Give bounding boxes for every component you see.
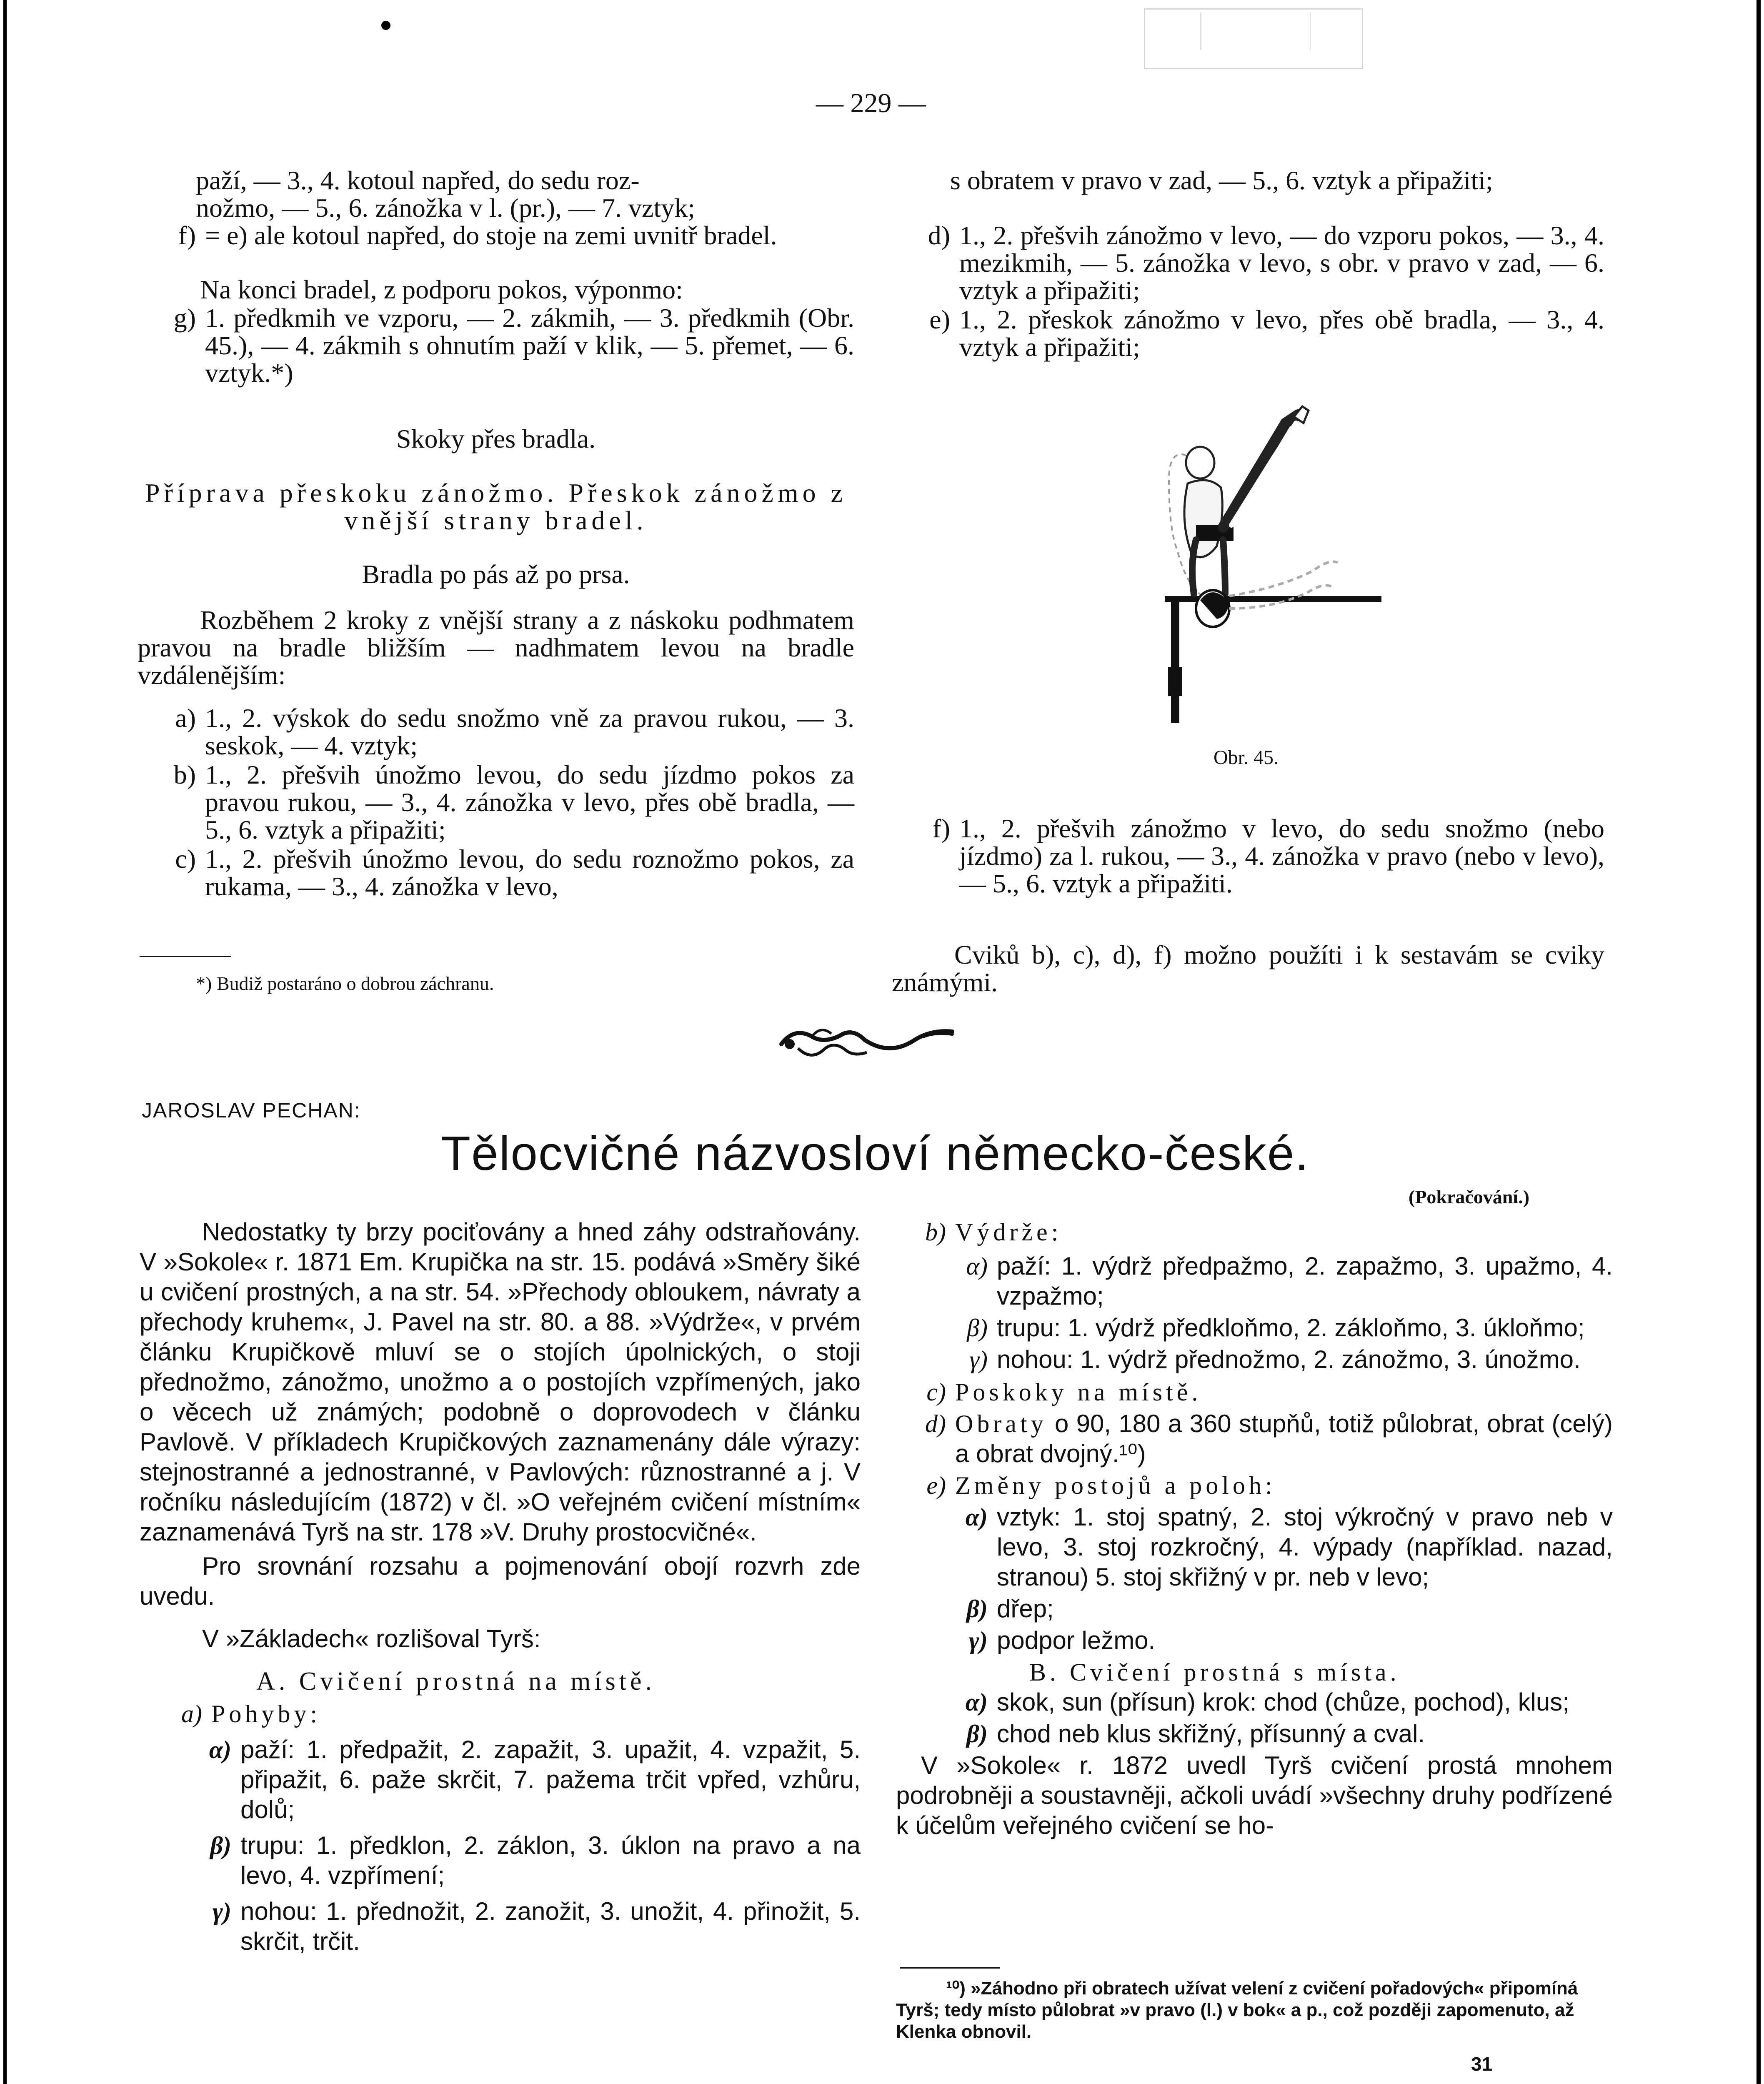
group-a: a) Pohyby:	[181, 1700, 321, 1728]
list-item: α) skok, sun (přísun) krok: chod (chůze, pochod), klus;	[965, 1688, 1569, 1716]
exercise-text: 1. předkmih ve vzporu, — 2. zákmih, — 3. předkmih (Obr. 45.), — 4. zákmih s ohnutím paží v klik, — 5. přemet, — 6. vztyk.*)	[205, 303, 854, 388]
exercise-text: = e) ale kotoul napřed, do stoje na zemi uvnitř bradel.	[205, 220, 777, 250]
gymnast-arm-right	[1223, 540, 1225, 594]
article-title: Tělocvičné názvosloví německo-české.	[441, 1126, 1309, 1180]
list-item: β) trupu: 1. výdrž předkloňmo, 2. zákloňmo, 3. úkloňmo;	[967, 1314, 1585, 1342]
scan-speck	[381, 21, 390, 30]
swing-trace	[1229, 562, 1338, 596]
section-heading-b: B. Cvičení prostná s místa.	[1029, 1658, 1400, 1686]
group-b-items	[896, 1251, 1613, 1375]
article-right-column	[896, 1217, 1613, 1841]
continued-line-1: paží, — 3., 4. kotoul napřed, do sedu roz-	[196, 165, 640, 195]
article-paragraph-3: V »Základech« rozlišoval Tyrš:	[202, 1625, 541, 1653]
sheet-number: 31	[1471, 2053, 1493, 2075]
list-item: α) paží: 1. předpažit, 2. zapažit, 3. upažit, 4. vzpažit, 5. připažit, 6. paže skrčit, 7. pažema trčit vpřed, vzhůru, dolů;	[209, 1736, 861, 1824]
bar-post	[1171, 602, 1179, 723]
footnote-upper: *) Budiž postaráno o dobrou záchranu.	[196, 973, 494, 994]
figure-caption: Obr. 45.	[1214, 746, 1279, 769]
upper-left-column	[196, 167, 854, 222]
article-left-column	[140, 1217, 861, 1958]
scan-border-right	[1756, 0, 1761, 2084]
intro-paragraph: Rozběhem 2 kroky z vnější strany a z náskoku podhmatem pravou na bradle bližším — nadhmatem levou na bradle vzdálenějším:	[138, 605, 854, 690]
heading-priprava: Příprava přeskoku zánožmo. Přeskok zánožmo z vnější strany bradel.	[145, 478, 847, 535]
group-e-items	[896, 1502, 1613, 1656]
group-c: c) Poskoky na místě.	[926, 1378, 1202, 1406]
page-number: — 229 —	[816, 88, 926, 118]
section-heading-a: A. Cvičení prostná na místě.	[256, 1667, 656, 1696]
footnote-rule-lower	[900, 1967, 1000, 1969]
gymnast-leg	[1223, 415, 1298, 527]
exercise-label: g)	[173, 303, 196, 333]
gymnast-torso	[1184, 480, 1222, 557]
list-item: β) dřep;	[966, 1595, 1054, 1623]
bar-post-clamp	[1168, 667, 1182, 696]
group-b: b) Výdrže:	[925, 1218, 1062, 1246]
list-item: c) 1., 2. přešvih únožmo levou, do sedu roznožmo pokos, za rukama, — 3., 4. zánožka v levo,	[175, 844, 854, 901]
gymnast-figure	[1133, 400, 1392, 792]
article-closing-paragraph: V »Sokole« r. 1872 uvedl Tyrš cvičení prostá mnohem podrobněji a soustavněji, ačkoli uvádí »všechny druhy podřízené k účelům veřejného cvičení se ho-	[896, 1751, 1613, 1839]
heading-skoky: Skoky přes bradla.	[396, 424, 596, 453]
group-a-items	[140, 1735, 861, 1956]
gymnast-head-upper	[1186, 447, 1214, 478]
list-item: e) 1., 2. přeskok zánožmo v levo, přes obě bradla, — 3., 4. vztyk a připažiti;	[929, 305, 1604, 362]
closing-paragraph: Cviků b), c), d), f) možno použíti i k sestavám se cviky známými.	[892, 940, 1604, 997]
scan-border-left	[3, 0, 7, 2084]
note-line: Na konci bradel, z podporu pokos, výponmo:	[200, 275, 683, 304]
list-item: α) vztyk: 1. stoj spatný, 2. stoj výkročný v pravo neb v levo, 3. stoj rozkročný, 4. výpady (například. nazad, stranou) 5. stoj skřižný v pr. neb v levo;	[965, 1503, 1613, 1591]
footnote-lower: ¹⁰) »Záhodno při obratech užívat velení z cvičení pořadových« připomíná Tyrš; tedy místo půlobrat »v pravo (l.) v bok« a p., což později zapomenuto, až Klenka obnovil.	[896, 1978, 1578, 2042]
list-item: a) 1., 2. výskok do sedu snožmo vně za pravou rukou, — 3. seskok, — 4. vztyk;	[175, 703, 854, 760]
scan-artifact-inner	[1200, 13, 1311, 50]
upper-left-exercise-list	[129, 704, 854, 902]
continued-marker: (Pokračování.)	[1409, 1186, 1530, 1207]
list-item: α) paží: 1. výdrž předpažmo, 2. zapažmo, 3. upažmo, 4. vzpažmo;	[966, 1252, 1613, 1310]
list-item: γ) nohou: 1. přednožit, 2. zanožit, 3. unožit, 4. přinožit, 5. skrčit, trčit.	[213, 1897, 861, 1955]
exercise-f-upper-right: f) 1., 2. přešvih zánožmo v levo, do sedu snožmo (nebo jízdmo) za l. rukou, — 3., 4. zánožka v pravo (nebo v levo), — 5., 6. vztyk a připažiti.	[932, 814, 1604, 898]
group-e: e) Změny postojů a poloh:	[926, 1472, 1276, 1499]
exercise-f-upper-left	[129, 222, 854, 251]
list-item: γ) podpor ležmo.	[969, 1626, 1156, 1654]
continued-line-2: nožmo, — 5., 6. zánožka v l. (pr.), — 7. vztyk;	[196, 193, 695, 223]
group-d: d) Obraty o 90, 180 a 360 stupňů, totiž půlobrat, obrat (celý) a obrat dvojný.¹⁰)	[925, 1410, 1613, 1468]
article-author: JAROSLAV PECHAN:	[142, 1099, 361, 1122]
ornament-divider	[773, 1019, 965, 1069]
list-item: β) trupu: 1. předklon, 2. záklon, 3. úklon na pravo a na levo, 4. vzpřímení;	[210, 1831, 861, 1889]
heading-bradla: Bradla po pás až po prsa.	[362, 559, 630, 589]
gymnast-arm-left	[1192, 540, 1196, 594]
upper-right-exercise-list	[883, 222, 1604, 363]
list-item: b) 1., 2. přešvih únožmo levou, do sedu jízdmo pokos za pravou rukou, — 3., 4. zánožka v levo, přes obě bradla, — 5., 6. vztyk a připažiti;	[173, 760, 854, 844]
list-item: β) chod neb klus skřižný, přísunný a cval.	[966, 1720, 1425, 1748]
footnote-rule	[140, 956, 231, 957]
list-item: γ) nohou: 1. výdrž přednožmo, 2. zánožmo, 3. únožmo.	[969, 1345, 1581, 1373]
exercise-label: f)	[178, 220, 196, 250]
group-b2-items	[896, 1687, 1613, 1749]
article-paragraph-2: Pro srovnání rozsahu a pojmenování obojí rozvrh zde uvedu.	[140, 1552, 861, 1610]
exercise-g	[129, 304, 854, 388]
list-item: d) 1., 2. přešvih zánožmo v levo, — do vzporu pokos, — 3., 4. mezikmih, — 5. zánožka v levo, s obr. v pravo v zad, — 6. vztyk a připažiti;	[928, 220, 1604, 305]
article-paragraph-1: Nedostatky ty brzy pociťovány a hned záhy odstraňovány. V »Sokole« r. 1871 Em. Krupička na str. 15. podává »Směry šiké u cvičení prostných, a na str. 54. »Přechody obloukem, návraty a přechody kruhem«, J. Pavel na str. 80. a 88. »Výdrže«, v prvém článku Krupičkově mluví se o stojích úpolnických, o stoji přednožmo, zánožmo, unožmo a o postojích vzpřímených, jako o věcech už známých; podobně o doprovodech v článku Pavlově. V příkladech Krupičkových zaznamenány dále výrazy: stejnostranné a jednostranné, v Pavlových: různostranné a j. V ročníku následujícím (1872) v čl. »O veřejném cvičení místním« zaznamenává Tyrš na str. 178 »V. Druhy prostocvičné«.	[140, 1218, 861, 1546]
upper-right-continued: s obratem v pravo v zad, — 5., 6. vztyk a připažiti;	[950, 165, 1493, 195]
